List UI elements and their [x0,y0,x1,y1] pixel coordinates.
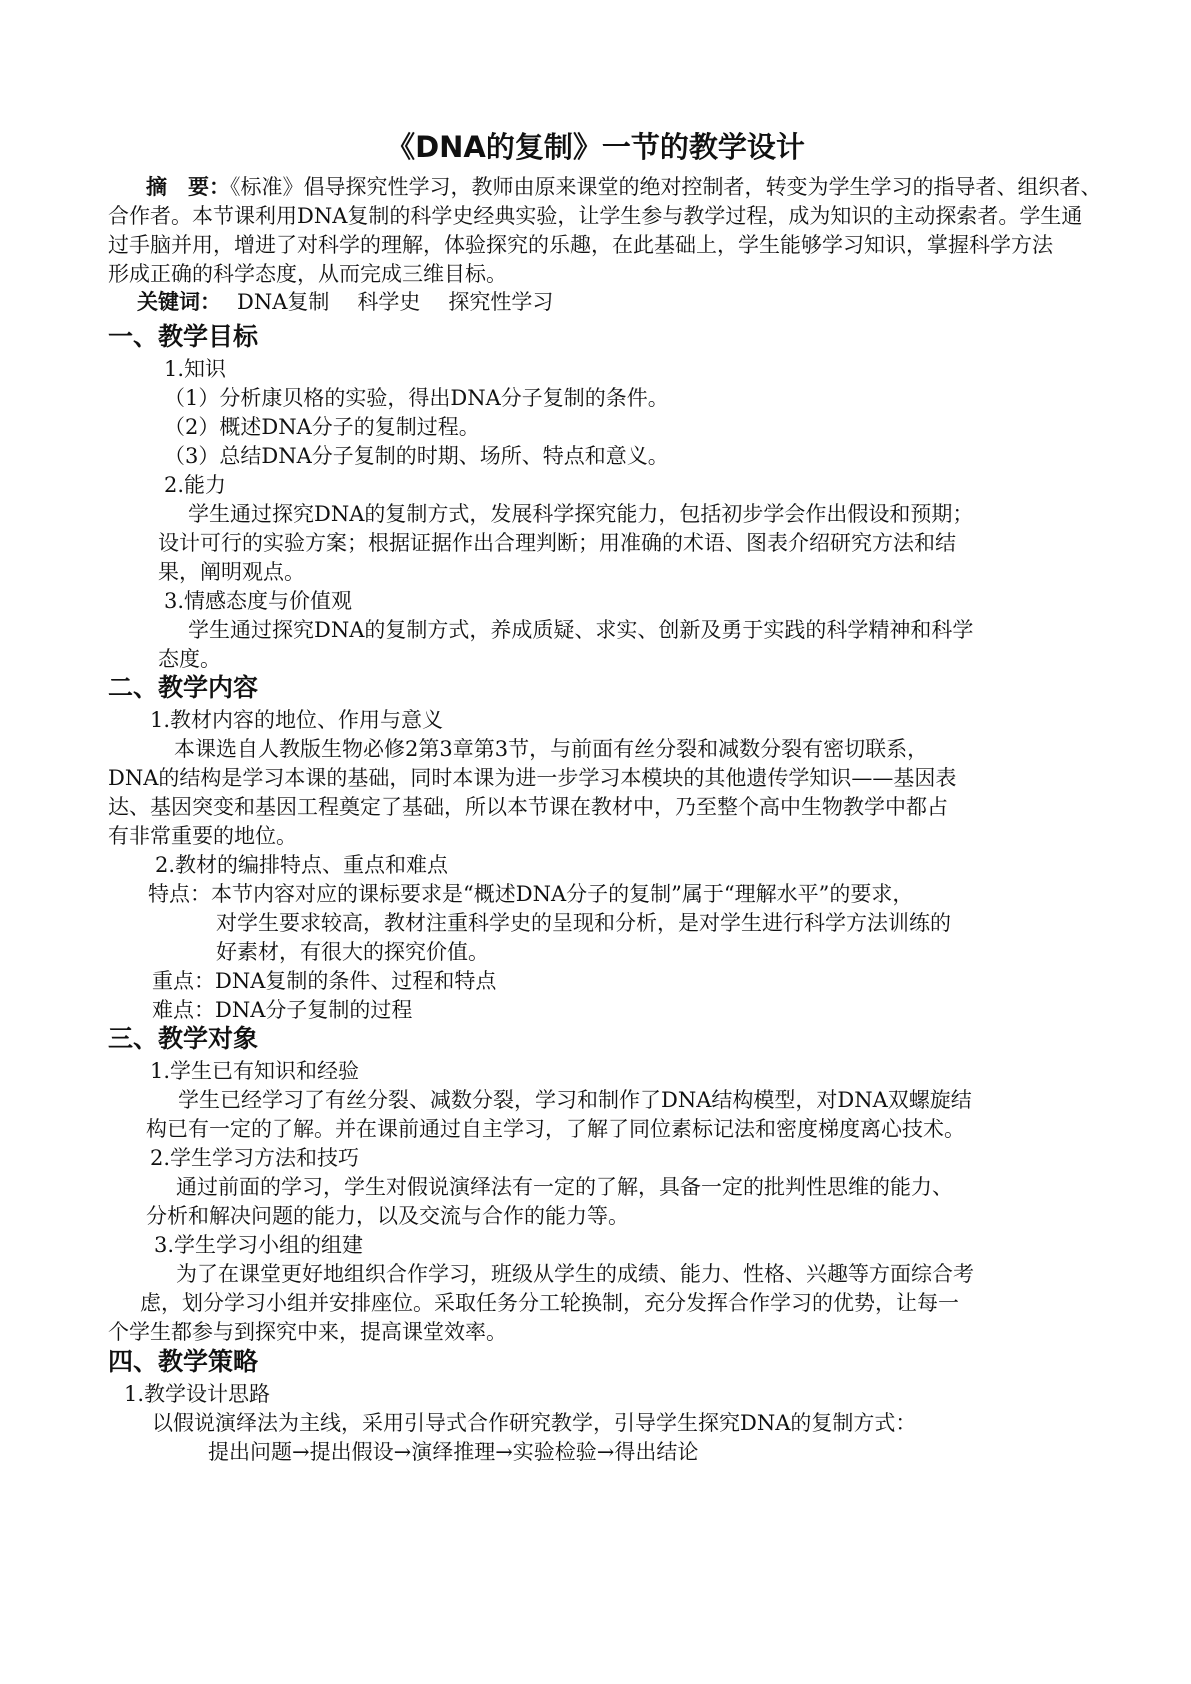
subsection-title: 1.知识 [164,357,227,381]
paragraph-line: 虑，划分学习小组并安排座位。采取任务分工轮换制，充分发挥合作学习的优势，让每一 [140,1291,959,1315]
keyword-item: 探究性学习 [448,290,554,314]
subsection-title: 1.教材内容的地位、作用与意义 [150,708,444,732]
paragraph-line: 构已有一定的了解。并在课前通过自主学习，了解了同位素标记法和密度梯度离心技术。 [146,1117,965,1141]
key-point: 重点：DNA复制的条件、过程和特点 [152,969,497,993]
abstract-line-4: 形成正确的科学态度，从而完成三维目标。 [108,262,507,286]
paragraph-line: 本课选自人教版生物必修2第3章第3节，与前面有丝分裂和减数分裂有密切联系， [174,737,929,761]
paragraph-line: 学生已经学习了有丝分裂、减数分裂，学习和制作了DNA结构模型，对DNA双螺旋结 [178,1088,972,1112]
keywords-label: 关键词： [137,290,221,314]
list-item: （3）总结DNA分子复制的时期、场所、特点和意义。 [164,444,669,468]
paragraph-line: 果，阐明观点。 [158,560,305,584]
paragraph-line: 学生通过探究DNA的复制方式，养成质疑、求实、创新及勇于实践的科学精神和科学 [188,618,974,642]
paragraph-line: 个学生都参与到探究中来，提高课堂效率。 [108,1320,507,1344]
paragraph-line: 达、基因突变和基因工程奠定了基础，所以本节课在教材中，乃至整个高中生物教学中都占 [108,795,948,819]
abstract-label: 摘 要： [146,175,230,199]
subsection-title: 2.能力 [164,473,227,497]
list-item: （2）概述DNA分子的复制过程。 [164,415,480,439]
feature-line: 好素材，有很大的探究价值。 [216,940,489,964]
paragraph-line: 态度。 [158,647,221,671]
section-heading-1: 一、教学目标 [108,322,259,351]
abstract-line-3: 过手脑并用，增进了对科学的理解，体验探究的乐趣，在此基础上，学生能够学习知识，掌握科学方法 [108,233,1053,257]
paragraph-line: 通过前面的学习，学生对假说演绎法有一定的了解，具备一定的批判性思维的能力、 [176,1175,953,1199]
paragraph-line: 学生通过探究DNA的复制方式，发展科学探究能力，包括初步学会作出假设和预期； [188,502,974,526]
list-item: （1）分析康贝格的实验，得出DNA分子复制的条件。 [164,386,669,410]
abstract-line-1 [146,173,1102,201]
subsection-title: 3.情感态度与价值观 [164,589,353,613]
paragraph-line: 以假说演绎法为主线，采用引导式合作研究教学，引导学生探究DNA的复制方式： [152,1411,917,1435]
section-heading-2: 二、教学内容 [108,673,259,702]
subsection-title: 2.学生学习方法和技巧 [150,1146,360,1170]
section-heading-4: 四、教学策略 [108,1347,259,1376]
feature-line: 特点：本节内容对应的课标要求是“概述DNA分子的复制”属于“理解水平”的要求， [148,882,914,906]
section-heading-3: 三、教学对象 [108,1024,259,1053]
abstract-text-1: 《标准》倡导探究性学习，教师由原来课堂的绝对控制者，转变为学生学习的指导者、组织者、 [230,175,1102,199]
keyword-item: 科学史 [357,290,421,314]
keywords [137,288,581,316]
abstract-line-2: 合作者。本节课利用DNA复制的科学史经典实验，让学生参与教学过程，成为知识的主动探索者。学生通 [108,204,1083,228]
paragraph-line: 有非常重要的地位。 [108,824,297,848]
paragraph-line: 设计可行的实验方案；根据证据作出合理判断；用准确的术语、图表介绍研究方法和结 [158,531,956,555]
paragraph-line: 为了在课堂更好地组织合作学习，班级从学生的成绩、能力、性格、兴趣等方面综合考 [176,1262,974,1286]
paragraph-line: 分析和解决问题的能力，以及交流与合作的能力等。 [146,1204,629,1228]
flow-line: 提出问题→提出假设→演绎推理→实验检验→得出结论 [208,1440,699,1464]
keyword-item: DNA复制 [237,290,330,314]
subsection-title: 1.教学设计思路 [124,1382,271,1406]
subsection-title: 3.学生学习小组的组建 [154,1233,364,1257]
page-title: 《DNA的复制》一节的教学设计 [386,130,805,164]
feature-line: 对学生要求较高，教材注重科学史的呈现和分析，是对学生进行科学方法训练的 [216,911,951,935]
paragraph-line: DNA的结构是学习本课的基础，同时本课为进一步学习本模块的其他遗传学知识——基因表 [108,766,957,790]
subsection-title: 1.学生已有知识和经验 [150,1059,360,1083]
subsection-title: 2.教材的编排特点、重点和难点 [155,853,449,877]
difficulty: 难点：DNA分子复制的过程 [152,998,413,1022]
